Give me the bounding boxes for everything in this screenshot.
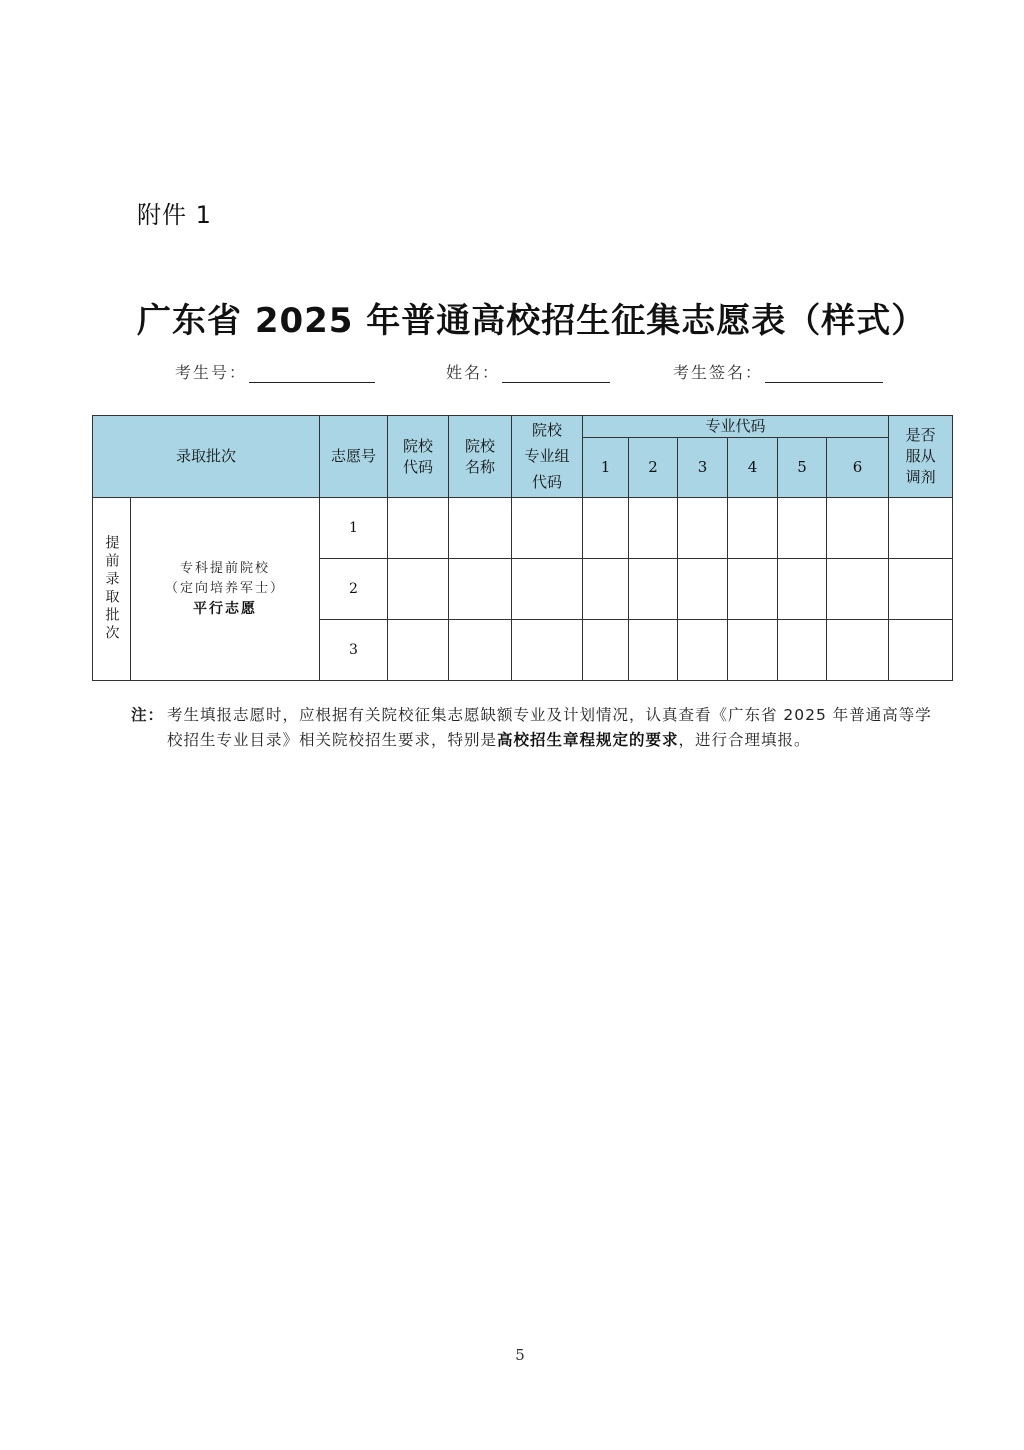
major-code-input[interactable] (678, 620, 728, 681)
name-field[interactable] (446, 360, 610, 383)
table-header (93, 416, 953, 498)
header-school-code-line1: 院校 (403, 436, 434, 455)
major-code-input[interactable] (629, 498, 678, 559)
major-code-input[interactable] (728, 559, 778, 620)
batch-vertical-label: 提前录取批次 (103, 535, 120, 643)
major-code-input[interactable] (678, 498, 728, 559)
header-group-code (512, 416, 583, 498)
group-code-input[interactable] (512, 498, 583, 559)
note-body (167, 703, 943, 753)
header-group-code-line3: 代码 (532, 473, 563, 491)
major-code-input[interactable] (827, 498, 889, 559)
exam-number-label: 考生号： (175, 363, 248, 382)
note-text-end: ，进行合理填报。 (678, 731, 811, 749)
name-blank[interactable] (502, 364, 610, 383)
major-code-input[interactable] (629, 620, 678, 681)
school-name-input[interactable] (449, 559, 512, 620)
header-choice-number: 志愿号 (320, 416, 388, 498)
note-label: 注： (131, 706, 165, 724)
choice-number-2: 2 (320, 559, 388, 620)
school-code-input[interactable] (388, 498, 449, 559)
header-major-4: 4 (728, 438, 778, 498)
header-batch: 录取批次 (93, 416, 320, 498)
major-code-input[interactable] (678, 559, 728, 620)
note-emphasis: 高校招生章程规定的要求 (497, 731, 679, 749)
note-text: 考生填报志愿时，应根据有关院校征集志愿缺额专业及计划情况，认真查看《广东省 2025 年普通高等学校招生专业目录》相关院校招生要求，特别是 (167, 706, 932, 749)
header-major-codes: 专业代码 (583, 416, 889, 438)
signature-blank[interactable] (765, 364, 883, 383)
header-major-1: 1 (583, 438, 629, 498)
school-name-input[interactable] (449, 498, 512, 559)
choice-number-1: 1 (320, 498, 388, 559)
header-major-3: 3 (678, 438, 728, 498)
header-school-code-line2: 代码 (403, 457, 434, 476)
major-code-input[interactable] (728, 498, 778, 559)
batch-name (131, 559, 319, 619)
group-code-input[interactable] (512, 559, 583, 620)
school-name-input[interactable] (449, 620, 512, 681)
table-row (93, 498, 953, 559)
exam-number-blank[interactable] (249, 364, 375, 383)
adjustment-input[interactable] (889, 559, 953, 620)
header-school-name-line2: 名称 (465, 457, 496, 476)
major-code-input[interactable] (583, 620, 629, 681)
major-code-input[interactable] (827, 559, 889, 620)
header-adjust-line1: 是否 (905, 426, 936, 444)
page-number: 5 (515, 1346, 525, 1364)
document-title: 广东省 2025 年普通高校招生征集志愿表（样式） (137, 301, 927, 341)
group-code-input[interactable] (512, 620, 583, 681)
major-code-input[interactable] (728, 620, 778, 681)
school-code-input[interactable] (388, 559, 449, 620)
header-school-code (388, 416, 449, 498)
header-major-6: 6 (827, 438, 889, 498)
header-group-code-line2: 专业组 (524, 447, 570, 465)
batch-name-line1: 专科提前院校 (180, 561, 271, 576)
header-adjust-line3: 调剂 (905, 468, 936, 486)
signature-field[interactable] (673, 360, 883, 383)
header-accept-adjustment (889, 416, 953, 498)
batch-vertical-cell (93, 498, 131, 681)
batch-name-line3: 平行志愿 (193, 601, 257, 617)
choice-number-3: 3 (320, 620, 388, 681)
applicant-info-line (0, 360, 1024, 388)
batch-name-line2: （定向培养军士） (165, 581, 286, 596)
note (131, 703, 943, 749)
header-group-code-line1: 院校 (532, 421, 563, 439)
header-major-2: 2 (629, 438, 678, 498)
adjustment-input[interactable] (889, 620, 953, 681)
major-code-input[interactable] (778, 498, 827, 559)
header-major-5: 5 (778, 438, 827, 498)
major-code-input[interactable] (583, 559, 629, 620)
major-code-input[interactable] (827, 620, 889, 681)
adjustment-input[interactable] (889, 498, 953, 559)
attachment-label: 附件 1 (137, 201, 212, 229)
header-school-name (449, 416, 512, 498)
signature-label: 考生签名： (673, 363, 764, 382)
major-code-input[interactable] (778, 559, 827, 620)
major-code-input[interactable] (629, 559, 678, 620)
major-code-input[interactable] (778, 620, 827, 681)
header-school-name-line1: 院校 (465, 436, 496, 455)
batch-name-cell (131, 498, 320, 681)
table-body (93, 498, 953, 681)
name-label: 姓名： (446, 363, 501, 382)
major-code-input[interactable] (583, 498, 629, 559)
exam-number-field[interactable] (175, 360, 375, 383)
header-adjust-line2: 服从 (905, 447, 936, 465)
application-form-table (92, 415, 953, 681)
school-code-input[interactable] (388, 620, 449, 681)
